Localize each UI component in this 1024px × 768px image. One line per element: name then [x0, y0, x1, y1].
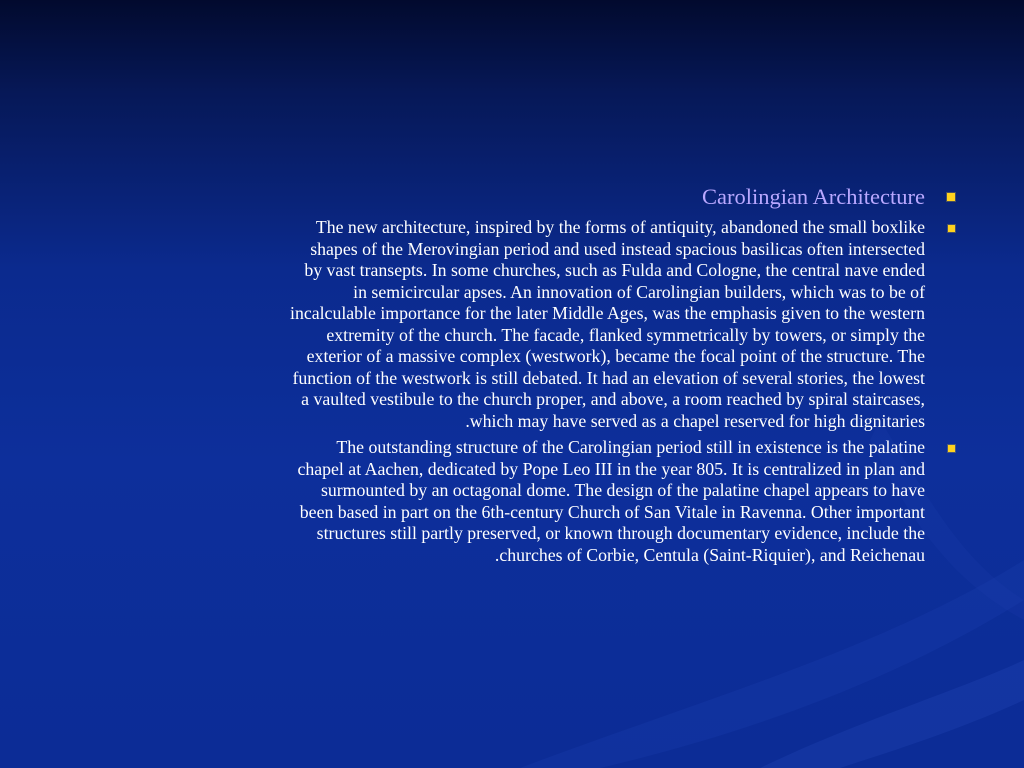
paragraph-line: in semicircular apses. An innovation of Carolingian builders, which was to be of	[353, 281, 925, 302]
paragraph-1	[69, 217, 925, 432]
paragraph-line: exterior of a massive complex (westwork), became the focal point of the structure. The	[306, 346, 925, 366]
paragraph-line: The outstanding structure of the Carolingian period still in existence is the palatine	[336, 437, 925, 457]
square-bullet-icon	[948, 225, 955, 232]
paragraph-line: extremity of the church. The facade, flanked symmetrically by towers, or simply the	[326, 324, 925, 345]
paragraph-line: incalculable importance for the later Middle Ages, was the emphasis given to the western	[290, 303, 925, 323]
bullet-item-paragraph-1	[69, 217, 969, 432]
paragraph-line: been based in part on the 6th-century Church of San Vitale in Ravenna. Other important	[299, 501, 925, 522]
bullet-item-paragraph-2	[69, 437, 969, 566]
paragraph-2	[69, 437, 925, 566]
paragraph-line: The new architecture, inspired by the forms of antiquity, abandoned the small boxlike	[315, 217, 925, 237]
square-bullet-icon	[947, 193, 955, 201]
paragraph-line: surmounted by an octagonal dome. The design of the palatine chapel appears to have	[320, 480, 925, 500]
paragraph-line: .which may have served as a chapel reserved for high dignitaries	[465, 410, 925, 431]
paragraph-line: a vaulted vestibule to the church proper, and above, a room reached by spiral staircases,	[301, 389, 925, 409]
paragraph-line: by vast transepts. In some churches, such as Fulda and Cologne, the central nave ended	[304, 260, 925, 280]
bullet-list	[69, 181, 969, 571]
slide-title: Carolingian Architecture	[701, 184, 925, 209]
bullet-item-title	[69, 181, 969, 212]
square-bullet-icon	[948, 445, 955, 452]
paragraph-line: chapel at Aachen, dedicated by Pope Leo III in the year 805. It is centralized in plan and	[297, 458, 925, 479]
paragraph-line: .churches of Corbie, Centula (Saint-Riquier), and Reichenau	[494, 544, 925, 565]
paragraph-line: shapes of the Merovingian period and used instead spacious basilicas often intersected	[310, 238, 925, 259]
paragraph-line: structures still partly preserved, or known through documentary evidence, include the	[316, 523, 925, 543]
paragraph-line: function of the westwork is still debated. It had an elevation of several stories, the lowest	[292, 367, 925, 388]
